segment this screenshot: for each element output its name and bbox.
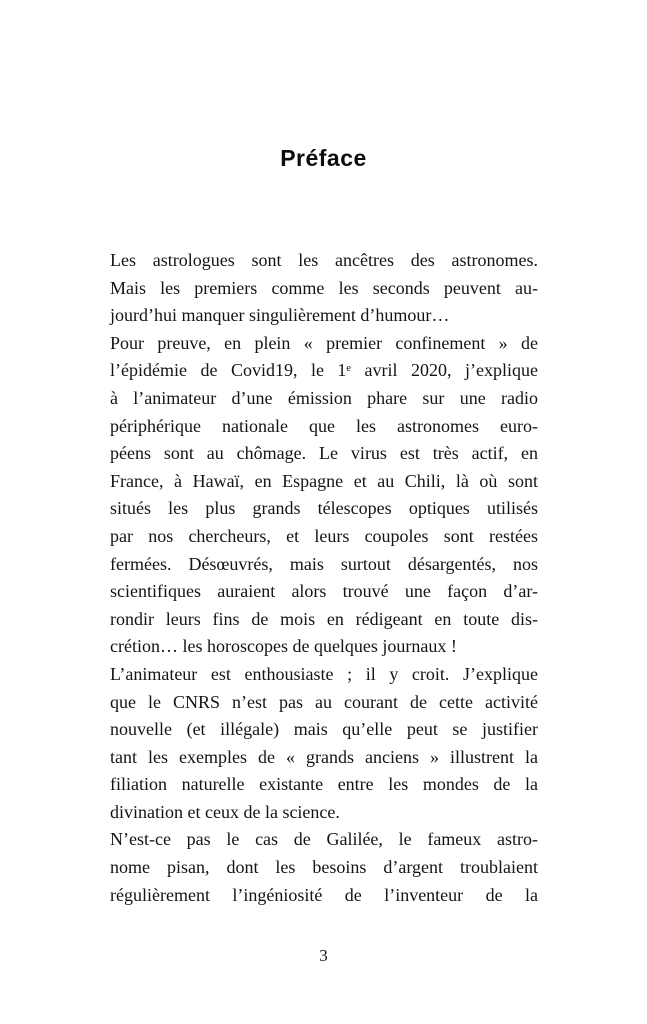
text-line: que le CNRS n’est pas au courant de cette activité	[110, 691, 538, 712]
text-line: fermées. Désœuvrés, mais surtout désargentés, nos	[110, 553, 538, 574]
text-line: divination et ceux de la science.	[110, 801, 340, 822]
paragraph	[110, 330, 538, 661]
paragraph	[110, 661, 538, 827]
text-line: L’animateur est enthousiaste ; il y croit. J’explique	[110, 663, 538, 684]
text-line: nome pisan, dont les besoins d’argent troublaient	[110, 857, 538, 878]
text-line: Pour preuve, en plein « premier confinement » de	[110, 332, 538, 353]
text-line: Mais les premiers comme les seconds peuvent au-	[110, 277, 538, 298]
text-line: filiation naturelle existante entre les mondes de la	[110, 774, 538, 795]
text-line: à l’animateur d’une émission phare sur une radio	[110, 387, 538, 408]
text-line: jourd’hui manquer singulièrement d’humour…	[110, 305, 450, 326]
paragraph	[110, 826, 538, 909]
chapter-title: Préface	[280, 145, 367, 171]
page-body	[0, 247, 647, 909]
text-line: périphérique nationale que les astronomes euro-	[110, 415, 538, 436]
text-line: scientifiques auraient alors trouvé une façon d’ar-	[110, 581, 538, 602]
text-line: tant les exemples de « grands anciens » illustrent la	[110, 746, 538, 767]
text-line: rondir leurs fins de mois en rédigeant en toute dis-	[110, 608, 538, 629]
text-line: péens sont au chômage. Le virus est très actif, en	[110, 443, 538, 464]
text-line: situés les plus grands télescopes optiques utilisés	[110, 498, 538, 519]
text-line: l’épidémie de Covid19, le 1ᵉ avril 2020, j’explique	[110, 360, 538, 381]
page-number: 3	[319, 946, 328, 965]
text-line: Les astrologues sont les ancêtres des astronomes.	[110, 250, 538, 270]
text-line: régulièrement l’ingéniosité de l’inventeur de la	[110, 884, 538, 905]
text-line: crétion… les horoscopes de quelques journaux !	[110, 636, 457, 657]
text-line: nouvelle (et illégale) mais qu’elle peut se justifier	[110, 719, 538, 740]
text-line: N’est-ce pas le cas de Galilée, le fameux astro-	[110, 829, 538, 850]
paragraph	[110, 247, 538, 330]
text-line: France, à Hawaï, en Espagne et au Chili, là où sont	[110, 470, 538, 491]
text-line: par nos chercheurs, et leurs coupoles sont restées	[110, 525, 538, 546]
